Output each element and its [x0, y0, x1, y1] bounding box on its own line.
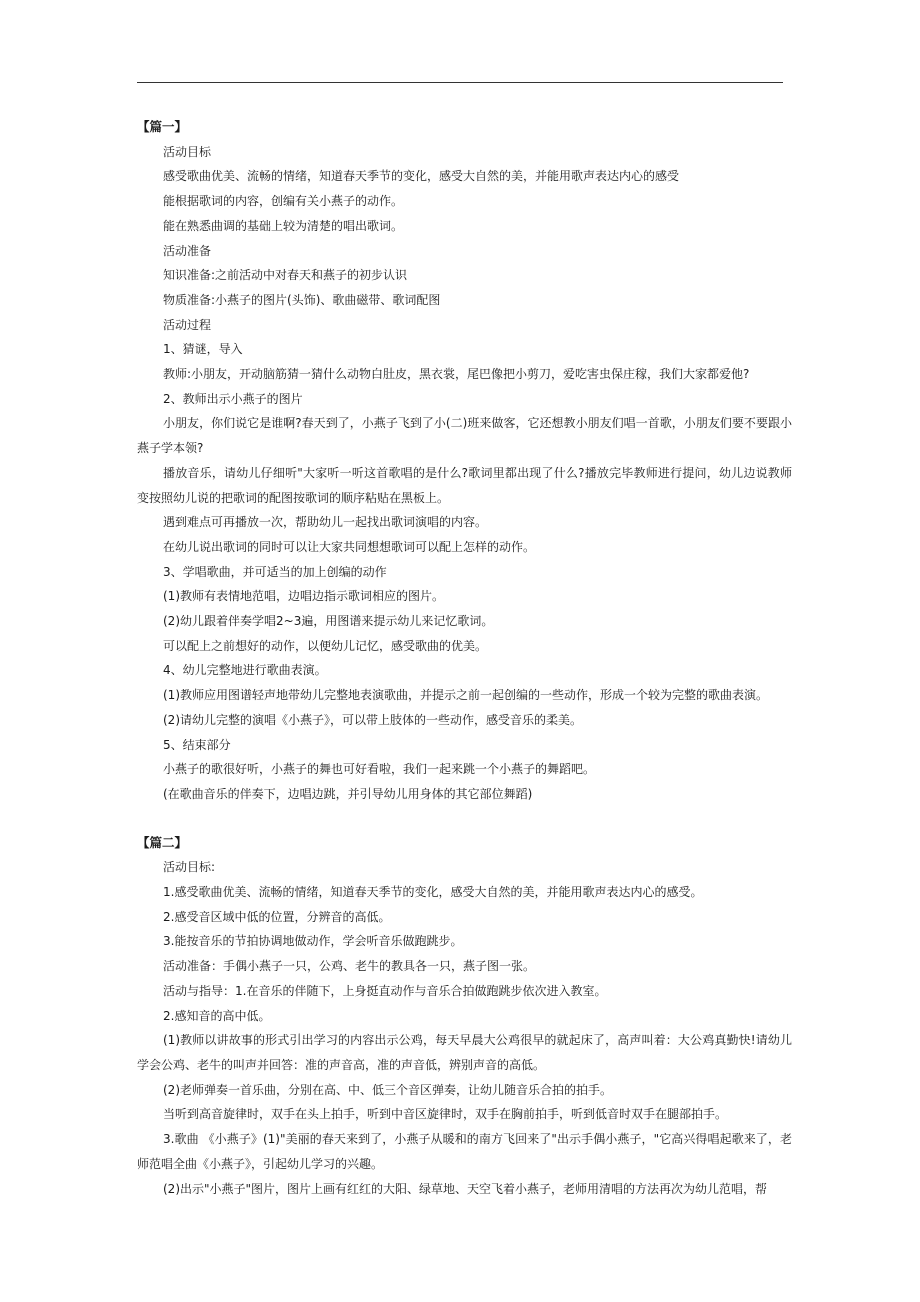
section-gap [137, 807, 792, 831]
section-2 [137, 831, 792, 1202]
paragraph: 5、结束部分 [163, 737, 231, 752]
section-heading: 【篇二】 [137, 834, 188, 850]
paragraph: 小朋友，你们说它是谁啊?春天到了，小燕子飞到了小(二)班来做客，它还想教小朋友们唱一首歌，小朋友们要不要跟小燕子学本领? [137, 416, 792, 456]
paragraph: 教师:小朋友，开动脑筋猜一猜什么动物白肚皮，黑衣裳，尾巴像把小剪刀，爱吃害虫保庄稼，我们大家都爱他? [163, 367, 750, 382]
paragraph: 能在熟悉曲调的基础上较为清楚的唱出歌词。 [163, 218, 404, 233]
header-rule [137, 82, 783, 83]
document-body [137, 115, 792, 1201]
paragraph: 1、猜谜，导入 [163, 342, 243, 357]
paragraph: 1.感受歌曲优美、流畅的情绪，知道春天季节的变化，感受大自然的美，并能用歌声表达内心的感受。 [163, 885, 703, 900]
paragraph: (2)幼儿跟着伴奏学唱2~3遍，用图谱来提示幼儿来记忆歌词。 [163, 614, 494, 629]
paragraph: 活动准备：手偶小燕子一只，公鸡、老牛的教具各一只，燕子图一张。 [163, 959, 536, 974]
paragraph: 能根据歌词的内容，创编有关小燕子的动作。 [163, 194, 404, 209]
paragraph: (1)教师以讲故事的形式引出学习的内容出示公鸡，每天早晨大公鸡很早的就起床了，高声叫着：大公鸡真勤快!请幼儿学会公鸡、老牛的叫声并回答：准的声音高，准的声音低，辨别声音的高低。 [137, 1033, 792, 1072]
paragraph: 2.感受音区域中低的位置，分辨音的高低。 [163, 909, 391, 924]
paragraph: 活动目标: [163, 860, 216, 875]
paragraph: (在歌曲音乐的伴奏下，边唱边跳，并引导幼儿用身体的其它部位舞蹈) [163, 786, 533, 801]
paragraph: 活动准备 [163, 243, 212, 258]
paragraph: (1)教师应用图谱轻声地带幼儿完整地表演歌曲，并提示之前一起创编的一些动作，形成一个较为完整的歌曲表演。 [163, 688, 769, 703]
paragraph: 2、教师出示小燕子的图片 [163, 391, 303, 406]
paragraph: 3、学唱歌曲，并可适当的加上创编的动作 [163, 564, 387, 579]
section-heading: 【篇一】 [137, 119, 188, 134]
paragraph: 4、幼儿完整地进行歌曲表演。 [163, 663, 327, 678]
paragraph: 播放音乐，请幼儿仔细听"大家听一听这首歌唱的是什么?歌词里都出现了什么?播放完毕教师进行提问，幼儿边说教师变按照幼儿说的把歌词的配图按歌词的顺序粘贴在黑板上。 [137, 465, 792, 505]
paragraph: 遇到难点可再播放一次，帮助幼儿一起找出歌词演唱的内容。 [163, 515, 488, 530]
paragraph: 活动目标 [163, 144, 212, 159]
paragraph: 在幼儿说出歌词的同时可以让大家共同想想歌词可以配上怎样的动作。 [163, 539, 536, 554]
paragraph: 可以配上之前想好的动作，以便幼儿记忆，感受歌曲的优美。 [163, 638, 488, 653]
paragraph: 感受歌曲优美、流畅的情绪，知道春天季节的变化，感受大自然的美，并能用歌声表达内心的感受 [163, 169, 680, 184]
paragraph: 3.能按音乐的节拍协调地做动作，学会听音乐做跑跳步。 [163, 934, 463, 949]
section-1 [137, 115, 792, 807]
paragraph: 3.歌曲 《小燕子》(1)"美丽的春天来到了，小燕子从暖和的南方飞回来了"出示手偶小燕子，"它高兴得唱起歌来了，老师范唱全曲《小燕子》，引起幼儿学习的兴趣。 [137, 1132, 792, 1171]
paragraph: (2)请幼儿完整的演唱《小燕子》，可以带上肢体的一些动作，感受音乐的柔美。 [163, 712, 583, 727]
paragraph: 活动过程 [163, 317, 212, 332]
paragraph: (1)教师有表情地范唱，边唱边指示歌词相应的图片。 [163, 589, 445, 604]
paragraph: (2)出示"小燕子"图片，图片上画有红红的大阳、绿草地、天空飞着小燕子，老师用清唱的方法再次为幼儿范唱，帮 [163, 1181, 768, 1196]
paragraph: 2.感知音的高中低。 [163, 1008, 271, 1023]
paragraph: 小燕子的歌很好听，小燕子的舞也可好看啦，我们一起来跳一个小燕子的舞蹈吧。 [163, 762, 596, 777]
paragraph: 物质准备:小燕子的图片(头饰)、歌曲磁带、歌词配图 [163, 292, 441, 307]
paragraph: 活动与指导：1.在音乐的伴随下，上身挺直动作与音乐合拍做跑跳步依次进入教室。 [163, 983, 607, 998]
paragraph: 知识准备:之前活动中对春天和燕子的初步认识 [163, 268, 408, 283]
paragraph: (2)老师弹奏一首乐曲，分别在高、中、低三个音区弹奏，让幼儿随音乐合拍的拍手。 [163, 1082, 613, 1097]
paragraph: 当听到高音旋律时，双手在头上拍手，听到中音区旋律时，双手在胸前拍手，听到低音时双手在腿部拍手。 [163, 1107, 728, 1122]
